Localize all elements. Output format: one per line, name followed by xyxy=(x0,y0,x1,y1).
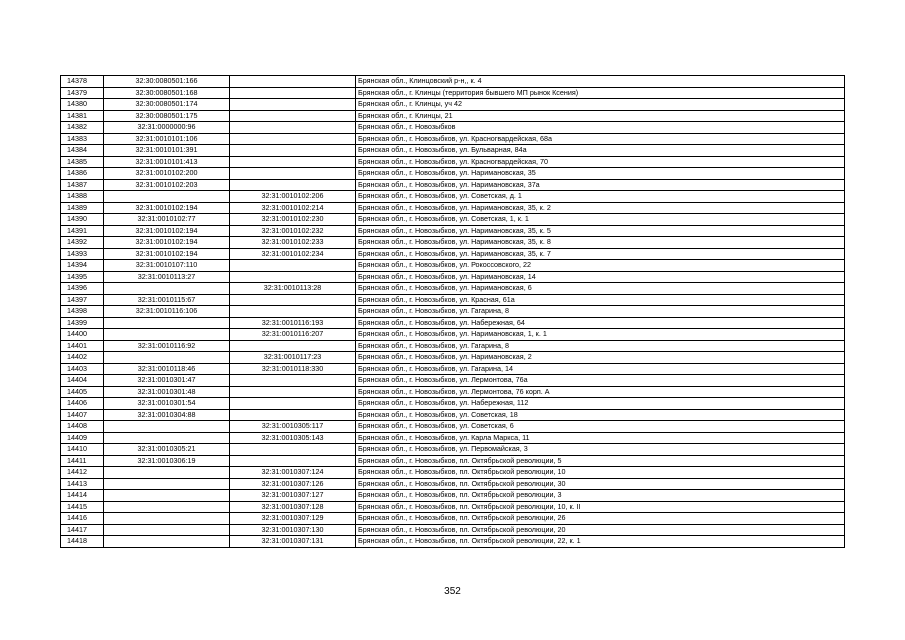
row-number-cell: 14390 xyxy=(61,214,104,226)
related-cadastral-number-cell xyxy=(230,386,356,398)
row-number-cell: 14387 xyxy=(61,179,104,191)
registry-table-body xyxy=(61,76,845,548)
cadastral-number-cell: 32:31:0010301:54 xyxy=(104,398,230,410)
related-cadastral-number-cell xyxy=(230,271,356,283)
cadastral-number-cell: 32:31:0010102:194 xyxy=(104,202,230,214)
address-cell: Брянская обл., г. Новозыбков, ул. Красная, 61а xyxy=(356,294,845,306)
row-number-cell: 14417 xyxy=(61,524,104,536)
cadastral-number-cell: 32:31:0010116:106 xyxy=(104,306,230,318)
related-cadastral-number-cell xyxy=(230,168,356,180)
table-row xyxy=(61,260,845,272)
address-cell: Брянская обл., г. Новозыбков, ул. Наримановская, 35, к. 7 xyxy=(356,248,845,260)
address-cell: Брянская обл., г. Новозыбков, ул. Карла Маркса, 11 xyxy=(356,432,845,444)
related-cadastral-number-cell: 32:31:0010307:126 xyxy=(230,478,356,490)
cadastral-number-cell: 32:31:0010102:203 xyxy=(104,179,230,191)
related-cadastral-number-cell: 32:31:0010102:230 xyxy=(230,214,356,226)
cadastral-number-cell: 32:31:0010301:47 xyxy=(104,375,230,387)
related-cadastral-number-cell xyxy=(230,110,356,122)
row-number-cell: 14403 xyxy=(61,363,104,375)
address-cell: Брянская обл., г. Новозыбков, ул. Советская, д. 1 xyxy=(356,191,845,203)
cadastral-number-cell: 32:31:0010102:194 xyxy=(104,225,230,237)
address-cell: Брянская обл., г. Клинцы (территория бывшего МП рынок Ксения) xyxy=(356,87,845,99)
row-number-cell: 14382 xyxy=(61,122,104,134)
cadastral-number-cell: 32:31:0000000:96 xyxy=(104,122,230,134)
cadastral-number-cell: 32:30:0080501:175 xyxy=(104,110,230,122)
related-cadastral-number-cell xyxy=(230,99,356,111)
table-row xyxy=(61,352,845,364)
cadastral-number-cell xyxy=(104,283,230,295)
table-row xyxy=(61,513,845,525)
table-row xyxy=(61,202,845,214)
row-number-cell: 14384 xyxy=(61,145,104,157)
address-cell: Брянская обл., г. Новозыбков, ул. Первомайская, 3 xyxy=(356,444,845,456)
address-cell: Брянская обл., г. Новозыбков, ул. Советская, 1, к. 1 xyxy=(356,214,845,226)
cadastral-number-cell xyxy=(104,490,230,502)
table-row xyxy=(61,421,845,433)
cadastral-number-cell: 32:31:0010113:27 xyxy=(104,271,230,283)
related-cadastral-number-cell: 32:31:0010307:131 xyxy=(230,536,356,548)
row-number-cell: 14398 xyxy=(61,306,104,318)
address-cell: Брянская обл., г. Клинцы, 21 xyxy=(356,110,845,122)
cadastral-number-cell: 32:31:0010301:48 xyxy=(104,386,230,398)
cadastral-number-cell: 32:31:0010118:46 xyxy=(104,363,230,375)
related-cadastral-number-cell: 32:31:0010307:128 xyxy=(230,501,356,513)
address-cell: Брянская обл., г. Новозыбков, ул. Гагарина, 14 xyxy=(356,363,845,375)
cadastral-number-cell: 32:31:0010102:194 xyxy=(104,248,230,260)
row-number-cell: 14386 xyxy=(61,168,104,180)
cadastral-number-cell xyxy=(104,536,230,548)
cadastral-number-cell xyxy=(104,421,230,433)
cadastral-number-cell: 32:31:0010115:67 xyxy=(104,294,230,306)
address-cell: Брянская обл., г. Новозыбков, ул. Советская, 6 xyxy=(356,421,845,433)
cadastral-number-cell xyxy=(104,329,230,341)
related-cadastral-number-cell xyxy=(230,444,356,456)
row-number-cell: 14396 xyxy=(61,283,104,295)
row-number-cell: 14413 xyxy=(61,478,104,490)
page-number: 352 xyxy=(444,586,461,597)
cadastral-number-cell xyxy=(104,524,230,536)
cadastral-number-cell: 32:31:0010101:391 xyxy=(104,145,230,157)
related-cadastral-number-cell xyxy=(230,76,356,88)
table-row xyxy=(61,490,845,502)
address-cell: Брянская обл., г. Новозыбков, ул. Набережная, 112 xyxy=(356,398,845,410)
row-number-cell: 14412 xyxy=(61,467,104,479)
table-row xyxy=(61,375,845,387)
table-row xyxy=(61,271,845,283)
table-row xyxy=(61,179,845,191)
address-cell: Брянская обл., г. Новозыбков, ул. Наримановская, 2 xyxy=(356,352,845,364)
row-number-cell: 14378 xyxy=(61,76,104,88)
table-row xyxy=(61,145,845,157)
related-cadastral-number-cell: 32:31:0010116:207 xyxy=(230,329,356,341)
table-row xyxy=(61,386,845,398)
table-row xyxy=(61,432,845,444)
related-cadastral-number-cell: 32:31:0010102:232 xyxy=(230,225,356,237)
table-row xyxy=(61,444,845,456)
table-row xyxy=(61,317,845,329)
table-row xyxy=(61,363,845,375)
related-cadastral-number-cell xyxy=(230,87,356,99)
row-number-cell: 14397 xyxy=(61,294,104,306)
cadastral-number-cell xyxy=(104,513,230,525)
related-cadastral-number-cell: 32:31:0010307:127 xyxy=(230,490,356,502)
table-row xyxy=(61,237,845,249)
address-cell: Брянская обл., г. Новозыбков, ул. Наримановская, 37а xyxy=(356,179,845,191)
address-cell: Брянская обл., г. Новозыбков, ул. Наримановская, 1, к. 1 xyxy=(356,329,845,341)
address-cell: Брянская обл., г. Новозыбков, ул. Наримановская, 14 xyxy=(356,271,845,283)
address-cell: Брянская обл., г. Новозыбков, ул. Гагарина, 8 xyxy=(356,306,845,318)
cadastral-number-cell: 32:31:0010305:21 xyxy=(104,444,230,456)
related-cadastral-number-cell xyxy=(230,179,356,191)
related-cadastral-number-cell xyxy=(230,156,356,168)
address-cell: Брянская обл., г. Новозыбков, пл. Октябрьской революции, 20 xyxy=(356,524,845,536)
table-row xyxy=(61,455,845,467)
cadastral-number-cell: 32:30:0080501:174 xyxy=(104,99,230,111)
address-cell: Брянская обл., г. Новозыбков, ул. Красногвардейская, 70 xyxy=(356,156,845,168)
row-number-cell: 14395 xyxy=(61,271,104,283)
address-cell: Брянская обл., г. Новозыбков, пл. Октябрьской революции, 26 xyxy=(356,513,845,525)
related-cadastral-number-cell: 32:31:0010102:234 xyxy=(230,248,356,260)
cadastral-number-cell xyxy=(104,467,230,479)
row-number-cell: 14385 xyxy=(61,156,104,168)
table-row xyxy=(61,536,845,548)
row-number-cell: 14415 xyxy=(61,501,104,513)
cadastral-number-cell: 32:31:0010116:92 xyxy=(104,340,230,352)
address-cell: Брянская обл., г. Новозыбков, пл. Октябрьской революции, 5 xyxy=(356,455,845,467)
row-number-cell: 14416 xyxy=(61,513,104,525)
related-cadastral-number-cell xyxy=(230,294,356,306)
row-number-cell: 14407 xyxy=(61,409,104,421)
related-cadastral-number-cell: 32:31:0010113:28 xyxy=(230,283,356,295)
row-number-cell: 14393 xyxy=(61,248,104,260)
row-number-cell: 14402 xyxy=(61,352,104,364)
table-row xyxy=(61,133,845,145)
address-cell: Брянская обл., г. Новозыбков, ул. Наримановская, 6 xyxy=(356,283,845,295)
related-cadastral-number-cell: 32:31:0010116:193 xyxy=(230,317,356,329)
cadastral-number-cell: 32:31:0010101:106 xyxy=(104,133,230,145)
related-cadastral-number-cell xyxy=(230,145,356,157)
address-cell: Брянская обл., г. Новозыбков, ул. Лермонтова, 76 корп. А xyxy=(356,386,845,398)
address-cell: Брянская обл., г. Клинцы, уч 42 xyxy=(356,99,845,111)
related-cadastral-number-cell xyxy=(230,133,356,145)
related-cadastral-number-cell xyxy=(230,409,356,421)
address-cell: Брянская обл., г. Новозыбков, ул. Гагарина, 8 xyxy=(356,340,845,352)
row-number-cell: 14414 xyxy=(61,490,104,502)
cadastral-number-cell xyxy=(104,501,230,513)
cadastral-number-cell: 32:31:0010102:194 xyxy=(104,237,230,249)
related-cadastral-number-cell: 32:31:0010307:129 xyxy=(230,513,356,525)
table-row xyxy=(61,283,845,295)
row-number-cell: 14380 xyxy=(61,99,104,111)
cadastral-number-cell: 32:31:0010101:413 xyxy=(104,156,230,168)
cadastral-number-cell: 32:30:0080501:166 xyxy=(104,76,230,88)
related-cadastral-number-cell: 32:31:0010102:214 xyxy=(230,202,356,214)
table-row xyxy=(61,409,845,421)
related-cadastral-number-cell: 32:31:0010307:124 xyxy=(230,467,356,479)
table-row xyxy=(61,467,845,479)
related-cadastral-number-cell xyxy=(230,340,356,352)
row-number-cell: 14394 xyxy=(61,260,104,272)
related-cadastral-number-cell xyxy=(230,455,356,467)
table-row xyxy=(61,122,845,134)
address-cell: Брянская обл., г. Новозыбков xyxy=(356,122,845,134)
row-number-cell: 14389 xyxy=(61,202,104,214)
table-row xyxy=(61,76,845,88)
address-cell: Брянская обл., г. Новозыбков, ул. Наримановская, 35 xyxy=(356,168,845,180)
table-row xyxy=(61,99,845,111)
row-number-cell: 14418 xyxy=(61,536,104,548)
address-cell: Брянская обл., г. Новозыбков, ул. Наримановская, 35, к. 2 xyxy=(356,202,845,214)
address-cell: Брянская обл., г. Новозыбков, ул. Советская, 18 xyxy=(356,409,845,421)
row-number-cell: 14383 xyxy=(61,133,104,145)
table-row xyxy=(61,225,845,237)
related-cadastral-number-cell xyxy=(230,122,356,134)
related-cadastral-number-cell: 32:31:0010307:130 xyxy=(230,524,356,536)
related-cadastral-number-cell xyxy=(230,306,356,318)
related-cadastral-number-cell xyxy=(230,375,356,387)
row-number-cell: 14388 xyxy=(61,191,104,203)
cadastral-number-cell xyxy=(104,478,230,490)
cadastral-number-cell: 32:31:0010107:110 xyxy=(104,260,230,272)
table-row xyxy=(61,87,845,99)
related-cadastral-number-cell: 32:31:0010102:206 xyxy=(230,191,356,203)
cadastral-number-cell xyxy=(104,432,230,444)
table-row xyxy=(61,501,845,513)
address-cell: Брянская обл., г. Новозыбков, ул. Бульварная, 84а xyxy=(356,145,845,157)
address-cell: Брянская обл., г. Новозыбков, ул. Красногвардейская, 68а xyxy=(356,133,845,145)
cadastral-number-cell: 32:31:0010306:19 xyxy=(104,455,230,467)
row-number-cell: 14411 xyxy=(61,455,104,467)
table-row xyxy=(61,340,845,352)
address-cell: Брянская обл., г. Новозыбков, ул. Наримановская, 35, к. 8 xyxy=(356,237,845,249)
related-cadastral-number-cell: 32:31:0010118:330 xyxy=(230,363,356,375)
address-cell: Брянская обл., г. Новозыбков, пл. Октябрьской революции, 10 xyxy=(356,467,845,479)
cadastral-number-cell: 32:30:0080501:168 xyxy=(104,87,230,99)
row-number-cell: 14381 xyxy=(61,110,104,122)
row-number-cell: 14400 xyxy=(61,329,104,341)
row-number-cell: 14408 xyxy=(61,421,104,433)
row-number-cell: 14406 xyxy=(61,398,104,410)
cadastral-number-cell: 32:31:0010304:88 xyxy=(104,409,230,421)
table-row xyxy=(61,478,845,490)
table-row xyxy=(61,168,845,180)
row-number-cell: 14409 xyxy=(61,432,104,444)
registry-table xyxy=(60,75,845,548)
row-number-cell: 14401 xyxy=(61,340,104,352)
cadastral-number-cell xyxy=(104,352,230,364)
table-row xyxy=(61,524,845,536)
address-cell: Брянская обл., г. Новозыбков, пл. Октябрьской революции, 30 xyxy=(356,478,845,490)
table-row xyxy=(61,248,845,260)
related-cadastral-number-cell: 32:31:0010117:23 xyxy=(230,352,356,364)
address-cell: Брянская обл., г. Новозыбков, ул. Набережная, 64 xyxy=(356,317,845,329)
table-row xyxy=(61,329,845,341)
address-cell: Брянская обл., г. Новозыбков, пл. Октябрьской революции, 22, к. 1 xyxy=(356,536,845,548)
table-row xyxy=(61,156,845,168)
table-row xyxy=(61,214,845,226)
address-cell: Брянская обл., г. Новозыбков, ул. Рокоссовского, 22 xyxy=(356,260,845,272)
row-number-cell: 14399 xyxy=(61,317,104,329)
related-cadastral-number-cell: 32:31:0010305:117 xyxy=(230,421,356,433)
related-cadastral-number-cell: 32:31:0010305:143 xyxy=(230,432,356,444)
address-cell: Брянская обл., г. Новозыбков, ул. Лермонтова, 76а xyxy=(356,375,845,387)
row-number-cell: 14392 xyxy=(61,237,104,249)
cadastral-number-cell xyxy=(104,317,230,329)
table-row xyxy=(61,191,845,203)
cadastral-number-cell: 32:31:0010102:200 xyxy=(104,168,230,180)
address-cell: Брянская обл., Клинцовский р-н,, к. 4 xyxy=(356,76,845,88)
row-number-cell: 14410 xyxy=(61,444,104,456)
address-cell: Брянская обл., г. Новозыбков, пл. Октябрьской революции, 3 xyxy=(356,490,845,502)
table-row xyxy=(61,110,845,122)
cadastral-number-cell: 32:31:0010102:77 xyxy=(104,214,230,226)
related-cadastral-number-cell xyxy=(230,260,356,272)
row-number-cell: 14379 xyxy=(61,87,104,99)
table-row xyxy=(61,398,845,410)
cadastral-number-cell xyxy=(104,191,230,203)
row-number-cell: 14404 xyxy=(61,375,104,387)
row-number-cell: 14405 xyxy=(61,386,104,398)
table-row xyxy=(61,306,845,318)
related-cadastral-number-cell: 32:31:0010102:233 xyxy=(230,237,356,249)
row-number-cell: 14391 xyxy=(61,225,104,237)
related-cadastral-number-cell xyxy=(230,398,356,410)
address-cell: Брянская обл., г. Новозыбков, пл. Октябрьской революции, 10, к. II xyxy=(356,501,845,513)
table-row xyxy=(61,294,845,306)
address-cell: Брянская обл., г. Новозыбков, ул. Наримановская, 35, к. 5 xyxy=(356,225,845,237)
